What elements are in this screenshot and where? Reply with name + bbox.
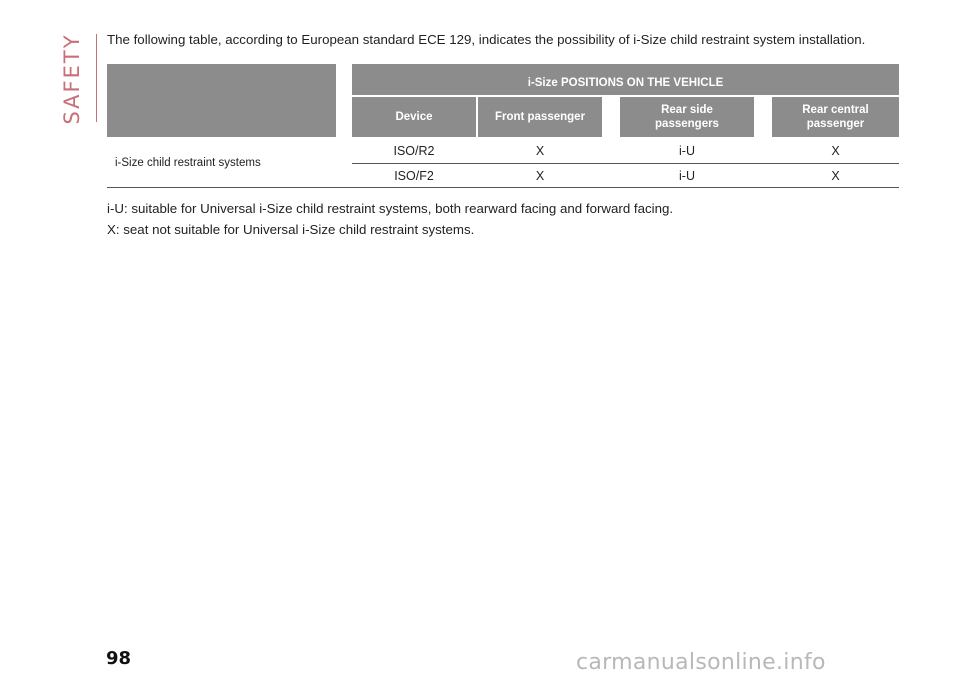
table-header-blank bbox=[107, 64, 336, 137]
table-cell-r1-rear-side: i-U bbox=[679, 144, 695, 158]
table-group-header: i-Size POSITIONS ON THE VEHICLE bbox=[352, 64, 899, 95]
column-header-device: Device bbox=[352, 97, 476, 137]
table-bottom-rule bbox=[107, 187, 899, 188]
table-cell-r2-device: ISO/F2 bbox=[394, 168, 434, 183]
i-size-positions-table bbox=[107, 64, 899, 188]
section-label-text: SAFETY bbox=[60, 33, 84, 125]
note-x: X: seat not suitable for Universal i-Size child restraint systems. bbox=[107, 222, 475, 237]
section-divider bbox=[96, 34, 97, 122]
page-number: 98 bbox=[106, 648, 132, 669]
section-label bbox=[52, 33, 92, 125]
column-header-rear-central-passenger: Rear central passenger bbox=[772, 97, 899, 137]
intro-paragraph: The following table, according to European standard ECE 129, indicates the possibility of i-Size child restraint system installation. bbox=[107, 32, 866, 47]
table-cell-r2-front: X bbox=[535, 168, 545, 183]
table-cell-r1-front: X bbox=[535, 144, 545, 158]
column-header-front-passenger: Front passenger bbox=[478, 97, 602, 137]
note-i-u: i-U: suitable for Universal i-Size child restraint systems, both rearward facing and forward facing. bbox=[107, 201, 674, 216]
table-cell-r1-device: ISO/R2 bbox=[393, 144, 435, 158]
table-cell-r2-rear-central: X bbox=[831, 168, 840, 183]
watermark: carmanualsonline.info bbox=[576, 650, 826, 675]
column-header-rear-side-passengers: Rear side passengers bbox=[620, 97, 754, 137]
table-cell-r1-rear-central: X bbox=[831, 144, 840, 158]
row-label-i-size-systems: i-Size child restraint systems bbox=[115, 157, 261, 169]
table-cell-r2-rear-side: i-U bbox=[679, 168, 695, 183]
